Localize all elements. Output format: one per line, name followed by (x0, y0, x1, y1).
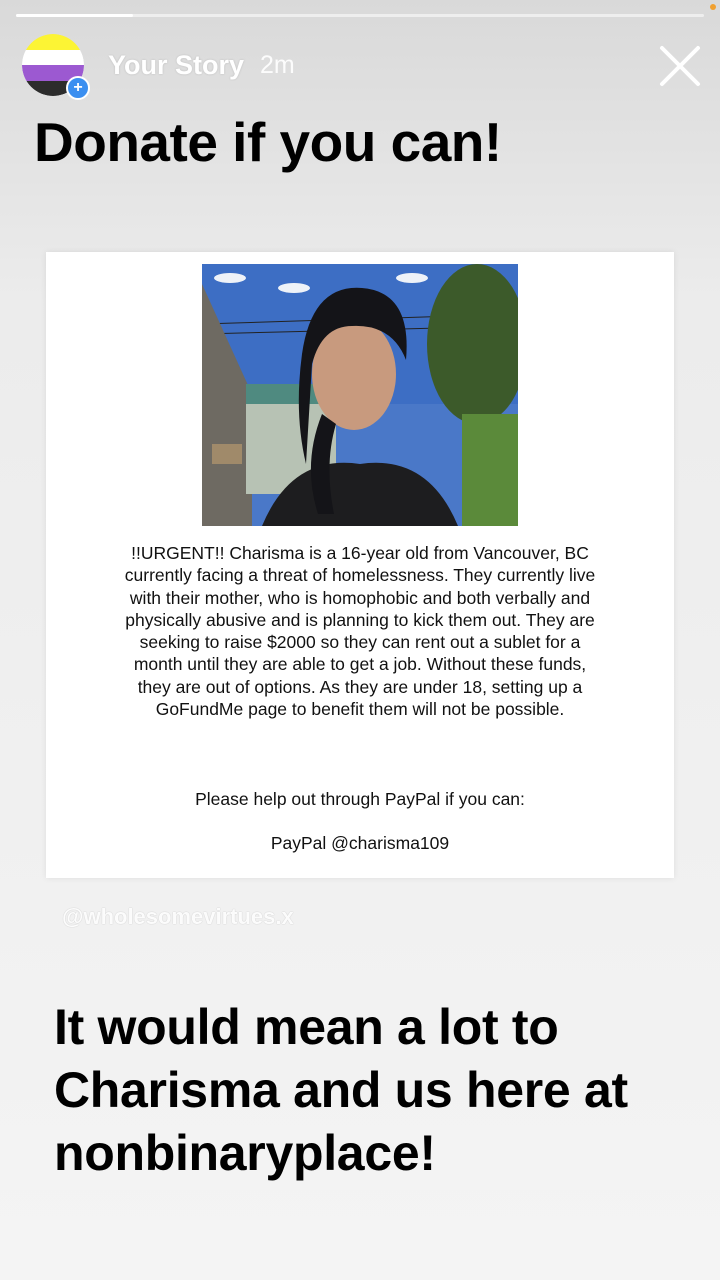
close-icon[interactable] (658, 44, 702, 88)
story-username: Your Story (108, 49, 245, 80)
story-time: 2m (260, 50, 295, 79)
headline-top: Donate if you can! (34, 111, 502, 173)
post-card (46, 252, 674, 878)
post-help-text: Please help out through PayPal if you can: (195, 789, 525, 809)
headline-bottom: It would mean a lot to Charisma and us here at nonbinaryplace! (54, 999, 628, 1181)
flag-stripe (22, 50, 84, 66)
watermark: @wholesomevirtues.x (62, 904, 294, 929)
status-dot (710, 4, 716, 10)
flag-stripe (22, 34, 84, 50)
add-story-icon[interactable]: + (66, 76, 90, 100)
story-progress-bar (16, 14, 704, 17)
story-progress-fill (16, 14, 133, 17)
post-body-text: !!URGENT!! Charisma is a 16-year old from Vancouver, BC currently facing a threat of homelessness. They currently live with their mother, who is homophobic and both verbally and physically abusive and is planning to kick them out. They are seeking to raise $2000 so they can rent out a sublet for a month until they are able to get a job. Without these funds, they are out of options. As they are under 18, setting up a GoFundMe page to benefit them will not be possible. (124, 543, 596, 720)
post-photo (202, 264, 518, 526)
post-paypal-text: PayPal @charisma109 (270, 833, 450, 853)
story-header[interactable] (22, 34, 295, 96)
